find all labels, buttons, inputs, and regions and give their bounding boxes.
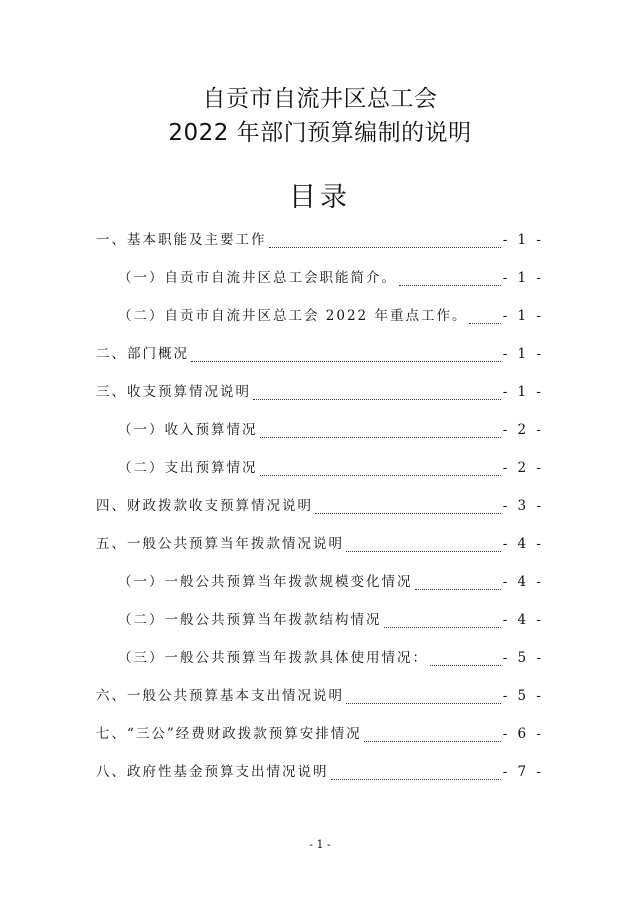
toc-entry[interactable] [96,684,544,708]
toc-leader-dots [253,398,501,400]
toc-entry[interactable] [96,228,544,252]
toc-entry-page: - 1 - [502,232,544,248]
toc-entry-label: 三、收支预算情况说明 [96,384,251,400]
toc-entry-page: - 1 - [502,346,544,362]
toc-entry-page: - 4 - [502,612,544,628]
toc-entry-page: - 2 - [502,460,544,476]
toc-entry-label: （三）一般公共预算当年拨款具体使用情况： [118,650,428,666]
toc-entry-label: 四、财政拨款收支预算情况说明 [96,498,313,514]
toc-leader-dots [260,474,501,476]
toc-leader-dots [260,436,501,438]
toc-leader-dots [346,550,501,552]
toc-entry-label: （二）自贡市自流井区总工会 2022 年重点工作。 [118,308,468,324]
toc-entry-page: - 5 - [502,650,544,666]
toc-entry-page: - 6 - [502,726,544,742]
toc-leader-dots [384,626,501,628]
toc-entry-label: （一）收入预算情况 [118,422,258,438]
toc-leader-dots [364,740,501,742]
toc-entry[interactable] [118,570,544,594]
toc-heading: 目录 [289,182,351,213]
toc-entry-label: 二、部门概况 [96,346,189,362]
toc-entry[interactable] [96,380,544,404]
toc-entry-page: - 5 - [502,688,544,704]
toc-entry-page: - 4 - [502,536,544,552]
toc-entry[interactable] [118,304,544,328]
toc-leader-dots [315,512,501,514]
toc-entry[interactable] [96,760,544,784]
toc-entry-label: （二）支出预算情况 [118,460,258,476]
toc-leader-dots [191,360,501,362]
toc-leader-dots [430,664,501,666]
toc-leader-dots [415,588,501,590]
toc-entry[interactable] [118,456,544,480]
toc-leader-dots [346,702,501,704]
toc-entry-page: - 7 - [502,764,544,780]
toc-entry[interactable] [96,532,544,556]
toc-entry-label: （一）自贡市自流井区总工会职能简介。 [118,270,397,286]
toc-leader-dots [331,778,501,780]
toc-entry-page: - 1 - [502,308,544,324]
page-number: - 1 - [309,838,331,851]
toc-entry-label: 七、“三公”经费财政拨款预算安排情况 [96,726,362,742]
toc-entry[interactable] [118,266,544,290]
toc-entry[interactable] [96,494,544,518]
toc-entry-page: - 3 - [502,498,544,514]
toc-entry-label: 八、政府性基金预算支出情况说明 [96,764,329,780]
toc-entry[interactable] [118,646,544,670]
toc-leader-dots [269,246,501,248]
toc-entry-label: （二）一般公共预算当年拨款结构情况 [118,612,382,628]
toc-entry-page: - 1 - [502,384,544,400]
toc-entry[interactable] [96,722,544,746]
toc-leader-dots [469,322,500,324]
toc-leader-dots [399,284,501,286]
toc-entry[interactable] [118,418,544,442]
toc-entry[interactable] [96,342,544,366]
toc-entry-label: 五、一般公共预算当年拨款情况说明 [96,536,344,552]
toc-entry-label: 一、基本职能及主要工作 [96,232,267,248]
toc-entry-page: - 2 - [502,422,544,438]
toc-entry-label: （一）一般公共预算当年拨款规模变化情况 [118,574,413,590]
document-title-line2: 2022 年部门预算编制的说明 [168,120,472,146]
toc-entry-label: 六、一般公共预算基本支出情况说明 [96,688,344,704]
document-title-line1: 自贡市自流井区总工会 [202,86,438,112]
toc-entry-page: - 4 - [502,574,544,590]
toc-entry[interactable] [118,608,544,632]
toc-entry-page: - 1 - [502,270,544,286]
